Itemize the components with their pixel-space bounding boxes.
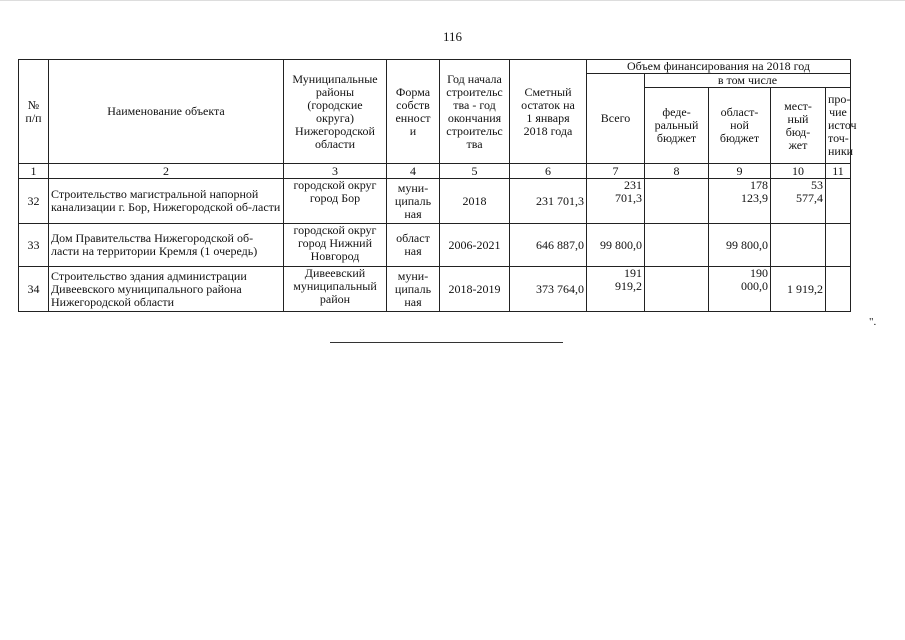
header-estimate: Сметный остаток на 1 января 2018 года [510,60,587,164]
column-number-row [19,164,851,179]
col-number: 5 [440,164,510,179]
row-num: 33 [19,224,49,267]
total: 191 919,2 [587,267,645,312]
funding-table [18,59,857,312]
object-name: Дом Правительства Нижегородской об-ласти на территории Кремля (1 очередь) [49,224,284,267]
regional: 190 000,0 [709,267,771,312]
construction-years: 2006-2021 [440,224,510,267]
header-including: в том числе [645,74,851,88]
other [826,179,851,224]
header-object-name: Наименование объекта [49,60,284,164]
separator-line [330,342,563,343]
col-number: 10 [771,164,826,179]
closing-quote: ". [869,316,877,328]
district: городской округ город Бор [284,179,387,224]
col-number: 2 [49,164,284,179]
row-num: 32 [19,179,49,224]
header-num: № п/п [19,60,49,164]
other [826,224,851,267]
construction-years: 2018 [440,179,510,224]
total: 231 701,3 [587,179,645,224]
object-name: Строительство здания администрации Дивеевского муниципального района Нижегородской области [49,267,284,312]
estimate: 646 887,0 [510,224,587,267]
header-other: про- чие источ точ- ники [826,88,851,164]
other [826,267,851,312]
row-num: 34 [19,267,49,312]
page-number: 116 [442,29,463,44]
estimate: 231 701,3 [510,179,587,224]
district: городской округ город Нижний Новгород [284,224,387,267]
ownership-form: муни- ципаль ная [387,179,440,224]
header-funding: Объем финансирования на 2018 год [587,60,851,74]
object-name: Строительство магистральной напорной канализации г. Бор, Нижегородской об-ласти [49,179,284,224]
header-regional: област- ной бюджет [709,88,771,164]
top-edge-line [0,0,905,1]
local: 1 919,2 [771,267,826,312]
col-number: 9 [709,164,771,179]
header-total: Всего [587,74,645,164]
federal [645,179,709,224]
federal [645,267,709,312]
construction-years: 2018-2019 [440,267,510,312]
col-number: 3 [284,164,387,179]
regional: 99 800,0 [709,224,771,267]
total: 99 800,0 [587,224,645,267]
regional: 178 123,9 [709,179,771,224]
col-number: 8 [645,164,709,179]
header-district: Муниципальные районы (городские округа) Нижегородской области [284,60,387,164]
header-local: мест- ный бюд- жет [771,88,826,164]
col-number: 11 [826,164,851,179]
col-number: 6 [510,164,587,179]
col-number: 1 [19,164,49,179]
local: 53 577,4 [771,179,826,224]
ownership-form: муни- ципаль ная [387,267,440,312]
table-row [19,224,851,267]
table-row [19,267,851,312]
header-ownership-form: Форма собств енност и [387,60,440,164]
local [771,224,826,267]
district: Дивеевский муниципальный район [284,267,387,312]
header-federal: феде- ральный бюджет [645,88,709,164]
table-row [19,179,851,224]
ownership-form: област ная [387,224,440,267]
estimate: 373 764,0 [510,267,587,312]
header-construction-years: Год начала строительс тва - год окончания строительс тва [440,60,510,164]
federal [645,224,709,267]
col-number: 4 [387,164,440,179]
col-number: 7 [587,164,645,179]
